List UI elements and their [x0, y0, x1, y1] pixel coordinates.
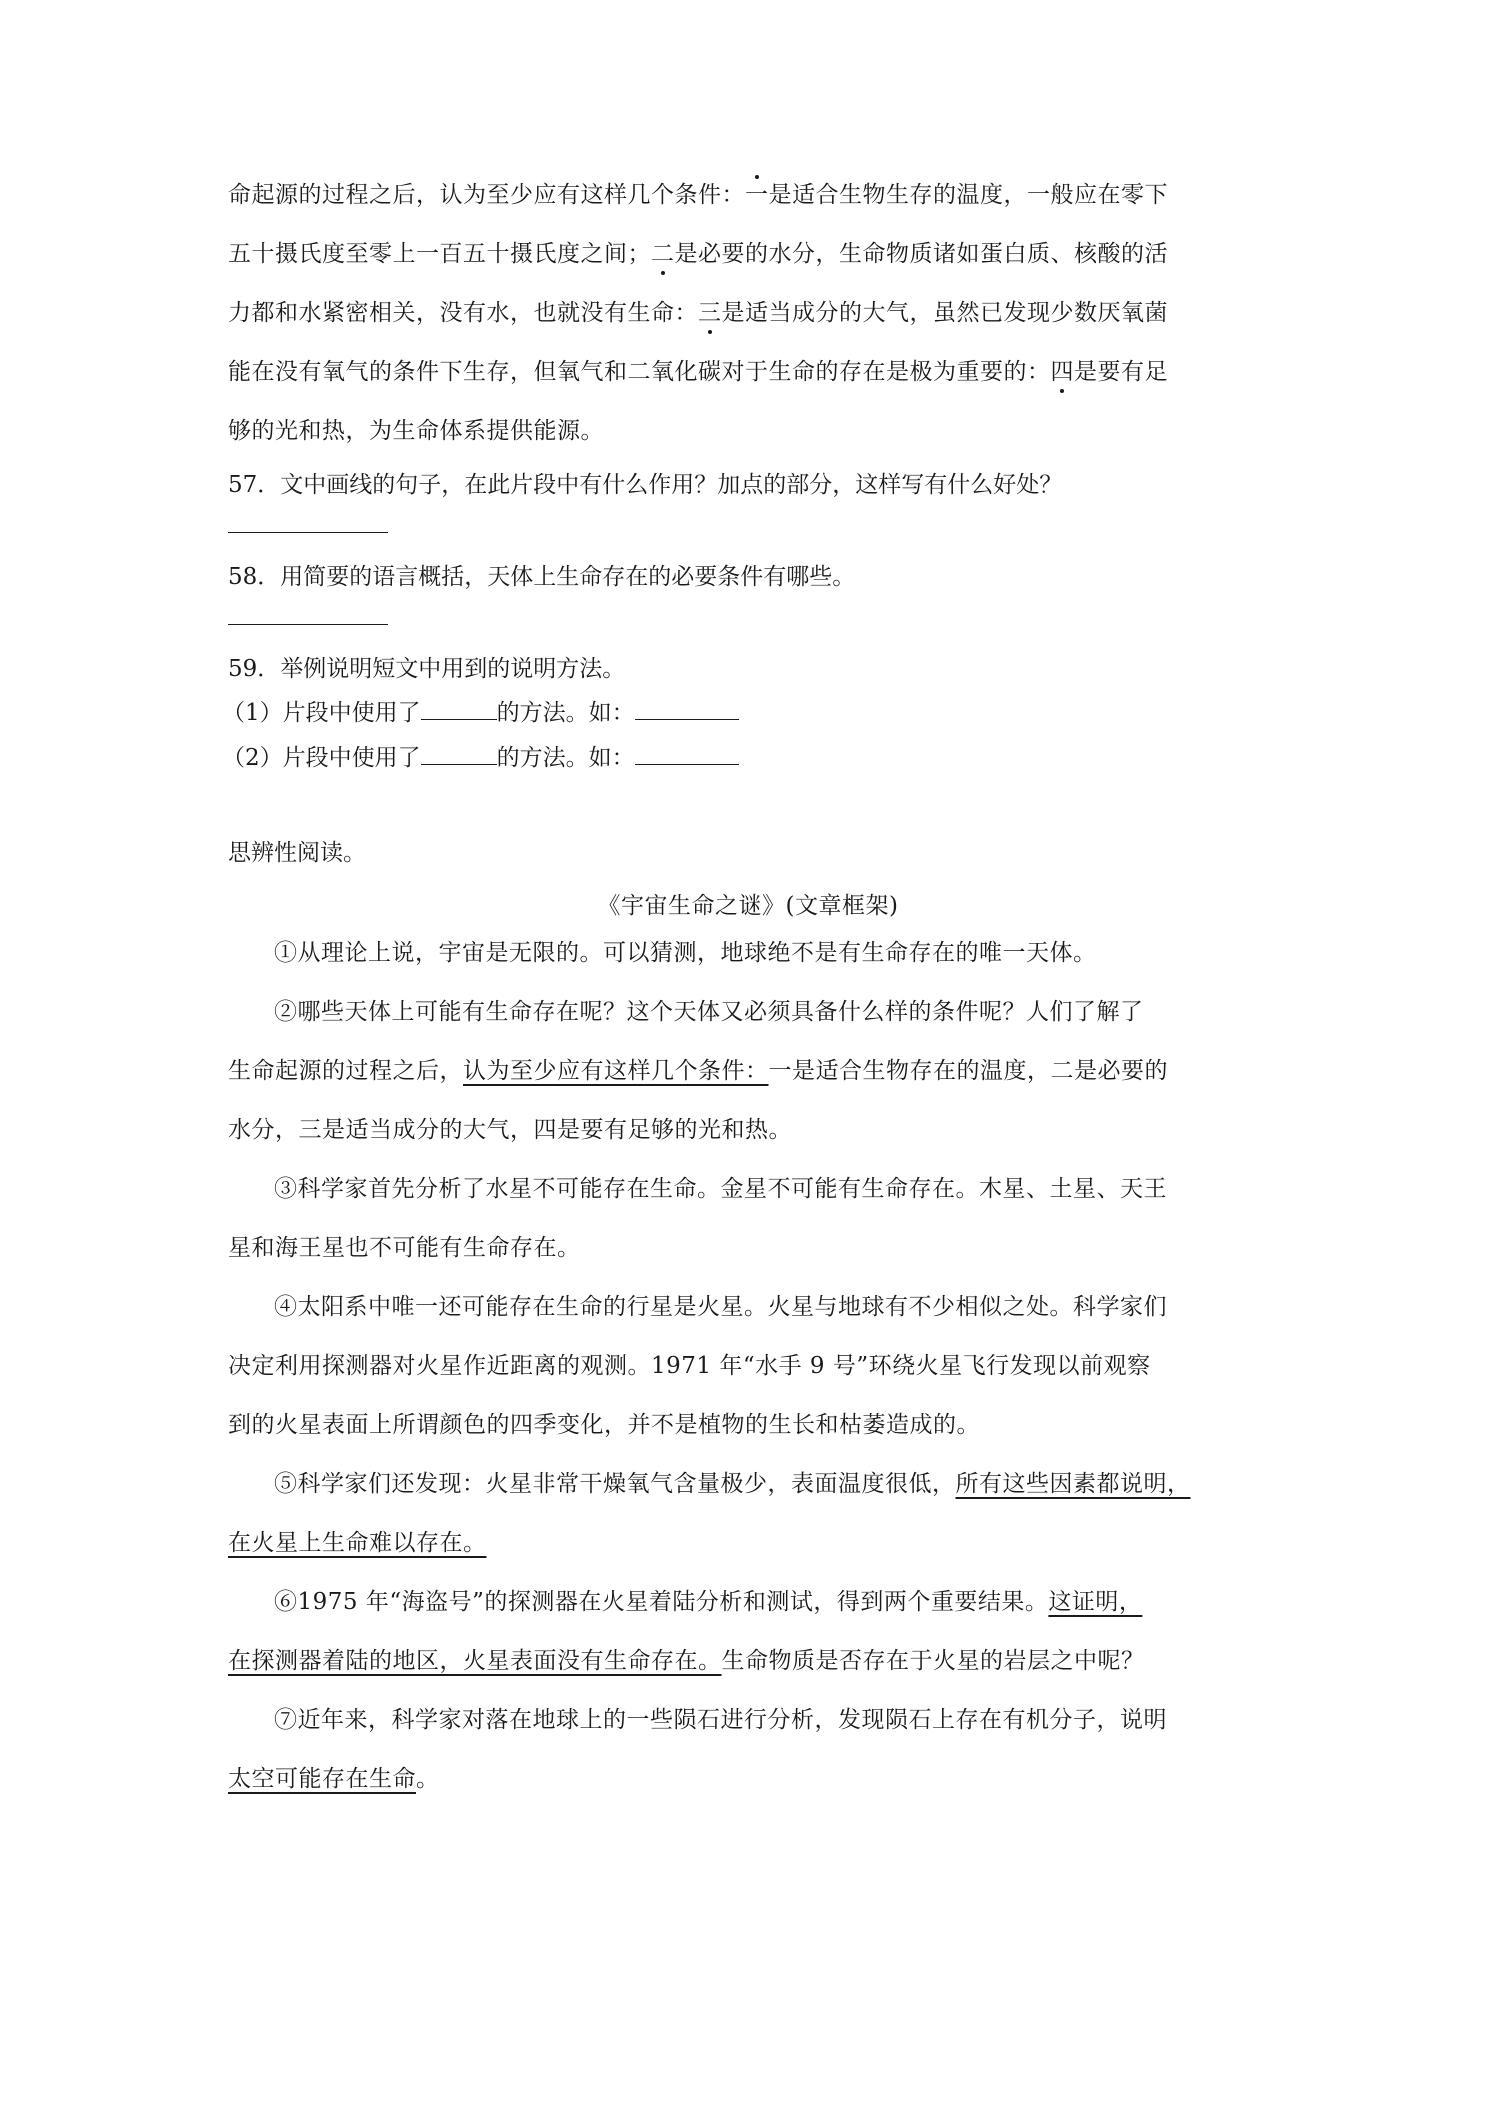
paragraph-4-line-3: 到的火星表面上所谓颜色的四季变化，并不是植物的生长和枯萎造成的。	[228, 1412, 980, 1438]
paragraph-6-line-2: 在探测器着陆的地区，火星表面没有生命存在。生命物质是否存在于火星的岩层之中呢？	[228, 1648, 1145, 1674]
paragraph-3-line-2: 星和海王星也不可能有生命存在。	[228, 1235, 581, 1261]
paragraph-5-line-2	[228, 1528, 1268, 1587]
passage-line-1: 命起源的过程之后，认为至少应有这样几个条件：一是适合生物生存的温度，一般应在零下	[228, 182, 1168, 208]
underlined-sentence: 在火星上生命难以存在。	[228, 1530, 487, 1556]
worksheet-page	[222, 180, 1268, 1823]
article-title: 《宇宙生命之谜》(文章框架)	[597, 893, 899, 919]
dotted-char: 一	[745, 182, 769, 208]
section-heading: 思辨性阅读。	[228, 840, 366, 866]
passage-a	[228, 180, 1268, 466]
paragraph-7-line-2: 太空可能存在生命。	[228, 1766, 440, 1792]
answer-line-58[interactable]	[228, 624, 388, 625]
passage-line-3: 力都和水紧密相关，没有水，也就没有生命：三是适当成分的大气，虽然已发现少数厌氧菌	[228, 300, 1168, 326]
answer-line-57[interactable]	[228, 532, 388, 533]
paragraph-1: ①从理论上说，宇宙是无限的。可以猜测，地球绝不是有生命存在的唯一天体。	[274, 940, 1097, 966]
question-59: 59．举例说明短文中用到的说明方法。	[228, 656, 626, 682]
underlined-sentence: 这证明，	[1048, 1589, 1143, 1615]
paragraph-4-line-2: 决定利用探测器对火星作近距离的观测。1971 年“水手 9 号”环绕火星飞行发现以前观察	[228, 1353, 1151, 1379]
blank-method-2[interactable]	[421, 742, 497, 765]
paragraph-7-line-1: ⑦近年来，科学家对落在地球上的一些陨石进行分析，发现陨石上存在有机分子，说明	[274, 1707, 1167, 1733]
underlined-sentence: 所有这些因素都说明，	[955, 1471, 1191, 1497]
paragraph-3-line-1: ③科学家首先分析了水星不可能存在生命。金星不可能有生命存在。木星、土星、天王	[274, 1176, 1167, 1202]
question-59-part-1: （1）片段中使用了 的方法。如：	[222, 697, 1268, 728]
paragraph-2-line-3: 水分，三是适当成分的大气，四是要有足够的光和热。	[228, 1117, 792, 1143]
blank-example-2[interactable]	[635, 742, 739, 765]
paragraph-5-line-1: ⑤科学家们还发现：火星非常干燥氧气含量极少，表面温度很低，所有这些因素都说明，	[274, 1471, 1191, 1497]
question-58: 58．用简要的语言概括，天体上生命存在的必要条件有哪些。	[228, 564, 856, 590]
question-59-part-2: （2）片段中使用了 的方法。如：	[222, 742, 1268, 773]
dotted-char: 二	[651, 241, 675, 267]
blank-example-1[interactable]	[635, 697, 739, 720]
paragraph-2-line-2: 生命起源的过程之后，认为至少应有这样几个条件：一是适合生物存在的温度，二是必要的	[228, 1058, 1168, 1084]
paragraph-2-line-1: ②哪些天体上可能有生命存在呢？这个天体又必须具备什么样的条件呢？人们了解了	[274, 999, 1144, 1025]
passage-line-2: 五十摄氏度至零上一百五十摄氏度之间；二是必要的水分，生命物质诸如蛋白质、核酸的活	[228, 241, 1168, 267]
article-body	[228, 938, 1268, 1823]
question-57: 57．文中画线的句子，在此片段中有什么作用？加点的部分，这样写有什么好处？	[228, 472, 1063, 498]
blank-method-1[interactable]	[421, 697, 497, 720]
paragraph-4-line-1: ④太阳系中唯一还可能存在生命的行星是火星。火星与地球有不少相似之处。科学家们	[274, 1294, 1167, 1320]
passage-line-4: 能在没有氧气的条件下生存，但氧气和二氧化碳对于生命的存在是极为重要的：四是要有足	[228, 359, 1168, 385]
underlined-sentence: 太空可能存在生命	[228, 1766, 416, 1792]
underlined-sentence: 在探测器着陆的地区，火星表面没有生命存在。	[228, 1648, 722, 1674]
paragraph-6-line-1: ⑥1975 年“海盗号”的探测器在火星着陆分析和测试，得到两个重要结果。这证明，	[274, 1589, 1143, 1615]
underlined-sentence: 认为至少应有这样几个条件：	[463, 1058, 769, 1084]
dotted-char: 四	[1050, 359, 1074, 385]
dotted-char: 三	[698, 300, 722, 326]
passage-line-5: 够的光和热，为生命体系提供能源。	[228, 418, 604, 444]
